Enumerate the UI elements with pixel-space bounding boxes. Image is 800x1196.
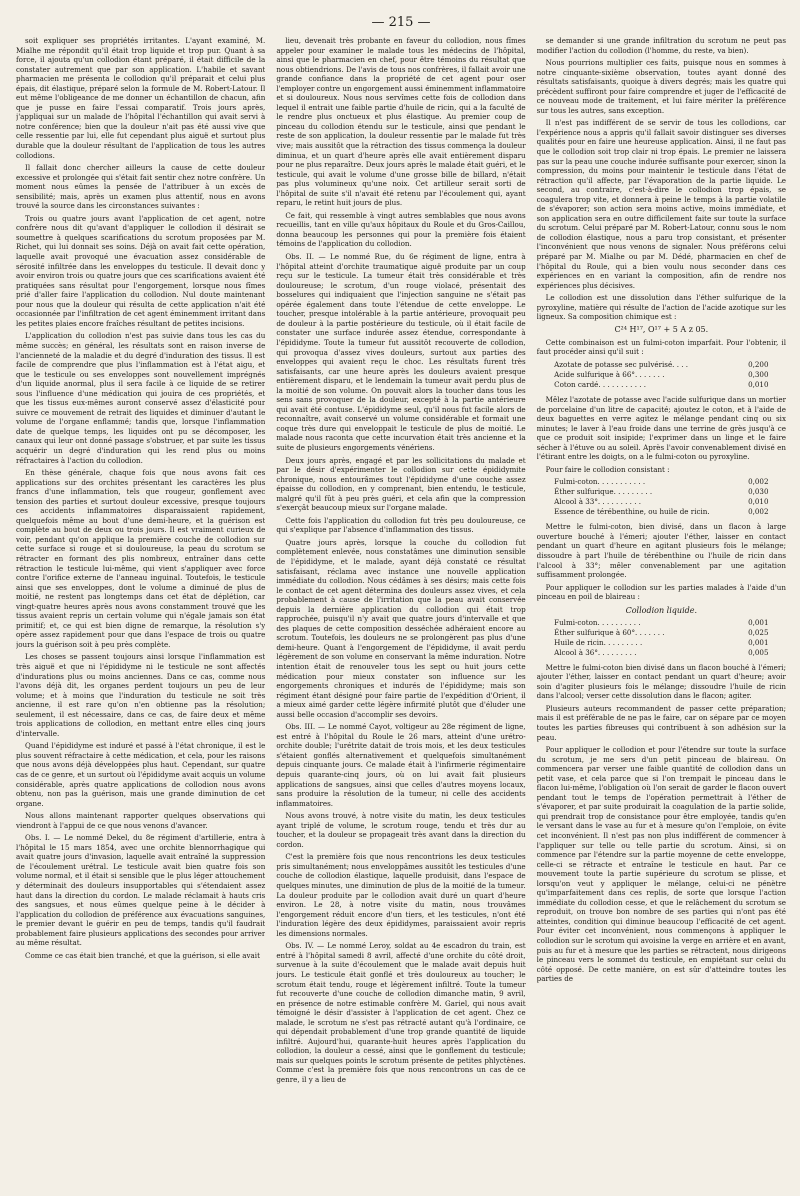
recipe-row <box>554 380 768 390</box>
quantity: 0,025 <box>748 627 769 637</box>
paragraph: Deux jours après, engagé et par les sollicitations du malade et par le désir d'expérimenter le collodion sur cette épididymite chronique, nous entourâmes tout l'épididyme d'une couche assez épaisse du collodion, en y comprenant, bien entendu, le testicule, malgré qu'il fût à peu près guéri, et cela afin que la compression s'exerçât beaucoup mieux sur l'organe malade. <box>276 455 526 513</box>
quantity: 0,002 <box>748 477 769 487</box>
paragraph: C'est la première fois que nous rencontrions les deux testicules pris simultanément; nous enveloppâmes aussitôt les testicules d'une couche de collodion élastique, laquelle produisit, dans l'espace de quelques minutes, une diminution de plus de la moitié de la tumeur. La douleur produite par le collodion avait duré un quart d'heure environ. Le 28, à notre visite du matin, nous trouvâmes l'engorgement réduit encore d'un tiers, et les testicules, n'ont été l'induration légère des deux épididymes, paraissaient avoir repris les dimensions normales. <box>276 852 526 938</box>
ingredient: Coton cardé. . . . . . . . . . . <box>554 379 647 389</box>
recipe-row <box>554 360 768 370</box>
quantity: 0,010 <box>748 379 769 389</box>
paragraph: Quand l'épididyme est induré et passé à l'état chronique, il est le plus souvent réfractaire à cette médication, et cela, pour les raisons que nous avons déjà développées plus haut. Cependant, sur quatre cas de ce genre, et un surtout où l'épididyme avait acquis un volume considérable, après quatre applications de collodion nous avons obtenu, non pas la guérison, mais une grande diminution de cet organe. <box>16 741 266 808</box>
paragraph: Les choses se passent toujours ainsi lorsque l'inflammation est très aiguë et que ni l'épididyme ni le testicule ne sont affectés d'indurations plus ou moins anciennes. Dans ce cas, comme nous l'avons déjà dit, les organes perdent toujours un peu de leur volume; et à moins que l'induration du testicule ne soit très ancienne, il est rare qu'on n'en obtienne pas la résolution; seulement, il est nécessaire, dans ce cas, de faire deux et même trois applications de collodion, en mettant entre elles cinq jours d'intervalle. <box>16 652 266 738</box>
paragraph: Obs. I. — Le nommé Dekel, du 8e régiment d'artillerie, entra à l'hôpital le 15 mars 1854, avec une orchite blennorrhagique qui avait quatre jours d'invasion, laquelle avait entraîné la suppression de l'écoulement urétral. Le testicule avait bien quatre fois son volume normal, et il était si sensible que le plus léger attouchement y déterminait des douleurs insupportables qui s'étendaient assez haut dans la direction du cordon. Le malade réclamait à hauts cris des sangsues, et nous eûmes quelque peine à le décider à l'application du collodion de préférence aux évacuations sanguines, le premier devant le guérir en peu de temps, tandis qu'il faudrait probablement faire plusieurs applications des secondes pour arriver au même résultat. <box>16 833 266 948</box>
text-columns <box>16 36 786 1196</box>
recipe-subtitle: Collodion liquide. <box>625 605 698 615</box>
recipe-table-liquid <box>554 618 768 658</box>
column-middle <box>276 36 525 1196</box>
quantity: 0,001 <box>748 617 769 627</box>
ingredient: Alcool à 36°. . . . . . . . . <box>554 647 637 657</box>
paragraph: lieu, devenait très probante en faveur du collodion, nous fîmes appeler pour examiner le malade tous les médecins de l'hôpital, ainsi que le pharmacien en chef, pour être témoins du résultat que nous obtiendrions. De l'avis de tous nos confrères, il fallait avoir une grande confiance dans la propriété de cet agent pour oser l'employer contre un engorgement aussi éminemment inflammatoire et si douloureux. Nous nous servîmes cette fois de collodion dans lequel il entrait une faible partie d'huile de ricin, qui a la faculté de le rendre plus onctueux et plus élastique. Au premier coup de pinceau du collodion étendu sur le testicule, ainsi que pendant le reste de son application, la douleur ressentie par le malade fut très vive; mais aussitôt que la rétraction des tissus commença la douleur diminua, et un quart d'heure après elle avait entièrement disparu pour ne plus reparaître. Deux jours après le malade était guéri, et le testicule, qui avait le volume d'une grosse bille de billard, n'était pas plus volumineux qu'une noix. Cet artilleur serait sorti de l'hôpital de suite s'il n'avait été retenu par l'écoulement qui, ayant reparu, le retint huit jours de plus. <box>276 36 526 208</box>
paragraph: Obs. II. — Le nommé Rue, du 6e régiment de ligne, entra à l'hôpital atteint d'orchite traumatique aiguë produite par un coup reçu sur le testicule. La tumeur était très considérable et très douloureuse; le scrotum, d'un rouge violacé, présentait des bosselures qui indiquaient que l'injection sanguine ne s'était pas opérée également dans toute l'étendue de cette enveloppe. Le toucher, presque intolérable à la partie antérieure, provoquait peu de douleur à la partie postérieure du testicule, où il était facile de constater une surface indurée assez étendue, correspondante à l'épididyme. Toute la tumeur fut aussitôt recouverte de collodion, qui provoqua d'assez vives douleurs, surtout aux parties des enveloppes qui avaient reçu le choc. Les résultats furent très satisfaisants, car une heure après les douleurs avaient presque entièrement disparu, et le lendemain la tumeur avait perdu plus de la moitié de son volume. On pouvait alors la toucher dans tous les sens sans provoquer de la douleur, excepté à la partie antérieure qui avait été contuse. L'épididyme seul, qu'il nous fut facile alors de reconnaître, avait conservé un volume considérable et formait une coque très dure qui enveloppait le testicule de plus de moitié. Le malade nous raconta que cette incurvation était très ancienne et la suite de plusieurs engorgements vénériens. <box>276 252 526 452</box>
ingredient: Acide sulfurique à 66°. . . . . . . <box>554 369 665 379</box>
paragraph: L'application du collodion n'est pas suivie dans tous les cas du même succès; en général, les résultats sont en raison inverse de l'ancienneté de la maladie et du degré d'induration des tissus. Il est facile de comprendre que plus l'inflammation est à l'état aigu, et que le testicule ou ses enveloppes sont nouvellement imprégnés d'un liquide anormal, plus il sera facile à ce liquide de se retirer sous l'influence d'une médication qui jouira de ces propriétés, et que les tissus eux-mêmes auront conservé assez d'élasticité pour suivre ce mouvement de retrait des liquides et diminuer d'autant le volume de l'organe enflammé; tandis que, lorsque l'inflammation date de quelque temps, les liquides ont pu se décomposer, les canaux qui leur ont donné passage s'obstruer, et par suite les tissus acquérir un degré d'induration qui les rend plus ou moins réfractaires à l'action du collodion. <box>16 331 266 465</box>
column-right <box>537 36 786 1196</box>
ingredient: Fulmi-coton. . . . . . . . . . . <box>554 477 646 487</box>
paragraph: Nous pourrions multiplier ces faits, puisque nous en sommes à notre cinquante-sixième observation, toutes ayant donné des résultats satisfaisants, quoique à divers degrés; mais les quatre qui précèdent suffiront pour faire comprendre et juger de l'efficacité de ce nouveau mode de traitement, et lui faire mériter la préférence sur tous les autres, sans exception. <box>536 58 786 115</box>
ingredient: Huile de ricin. . . . . . . . . <box>554 637 643 647</box>
ingredient: Éther sulfurique. . . . . . . . . <box>554 487 653 497</box>
paragraph: Ce fait, qui ressemble à vingt autres semblables que nous avons recueillis, tant en ville qu'aux hôpitaux du Roule et du Gros-Caillou, donna beaucoup les personnes qui pour la première fois étaient témoins de l'application du collodion. <box>276 210 526 249</box>
paragraph: Trois ou quatre jours avant l'application de cet agent, notre confrère nous dit qu'avant d'appliquer le collodion il désirait se soumettre à quelques scarifications du scrotum proposées par M. Richet, qui lui donnait ses soins. Déjà on avait fait cette opération, laquelle avait provoqué une évacuation assez considérable de sérosité infiltrée dans les enveloppes du testicule. Il devait donc y avoir environ trois ou quatre jours que ces scarifications avaient été pratiquées sans résultat pour l'engorgement, lorsque nous fîmes prié d'aller faire l'application du collodion. Nul doute maintenant pour nous que la douleur qui résulta de cette application n'ait été occasionnée par l'infiltration de cet agent éminemment irritant dans les petites plaies encore fraîches résultant de petites incisions. <box>16 213 266 328</box>
paragraph: Il n'est pas indifférent de se servir de tous les collodions, car l'expérience nous a appris qu'il fallait savoir distinguer ses diverses qualités pour en faire une heureuse application. Ainsi, il ne faut pas que le collodion soit trop clair ni trop épais. Le premier ne laissera pas sur la peau une couche indurée suffisante pour exercer, sinon la compression, du moins pour maintenir le testicule dans l'état de rétraction qu'il affecte, par l'évaporation de la partie liquide. Le second, au contraire, c'est-à-dire le collodion trop épais, se coagulera trop vite, et donnera à peine le temps à la partie volatile de s'évaporer; son action sera moins active, moins immédiate, et son application sera en outre difficilement faite sur toute la surface du scrotum. Celui préparé par M. Robert-Latour, connu sous le nom de collodion élastique, nous a paru trop consistant, et présenter l'inconvénient que nous venons de signaler. Nous préférons celui préparé par M. Mialhe ou par M. Dédé, pharmacien en chef de l'hôpital du Roule, qui a bien voulu nous seconder dans ces expériences en en variant la composition, afin de rendre nos expériences plus décisives. <box>536 118 786 290</box>
paragraph: Il fallait donc chercher ailleurs la cause de cette douleur excessive et prolongée qui s'était fait sentir chez notre confrère. Un moment nous eûmes la pensée de l'attribuer à un excès de sensibilité; mais, après un examen plus attentif, nous en avons trouvé la source dans les circonstances suivantes : <box>16 163 266 211</box>
quantity: 0,300 <box>748 369 769 379</box>
recipe-row <box>554 477 768 487</box>
recipe-row <box>554 497 768 507</box>
ingredient: Essence de térébenthine, ou huile de ricin. <box>554 507 710 517</box>
recipe-table-pyroxyline <box>554 360 768 390</box>
recipe-row <box>554 648 768 658</box>
paragraph: Mettre le fulmi-coton, bien divisé, dans un flacon à large ouverture bouché à l'émeri; ajouter l'éther, laisser en contact pendant un quart d'heure en agitant plusieurs fois le mélange; dissoudre à part l'huile de térébenthine ou l'huile de ricin dans l'alcool à 33°; mêler convenablement par une agitation suffisamment prolongée. <box>536 522 786 580</box>
recipe-row <box>554 628 768 638</box>
paragraph: En thèse générale, chaque fois que nous avons fait ces applications sur des orchites présentant les caractères les plus francs d'une inflammation, tels que rougeur, gonflement avec tension des parties et surtout douleur excessive, presque toujours ces accidents inflammatoires disparaissaient rapidement, quelquefois même au bout d'une demi-heure, et la guérison est complète au bout de deux ou trois jours. Il est vraiment curieux de voir, pendant qu'on applique la première couche de collodion sur cette surface si rouge et si douloureuse, la peau du scrotum se rétracter en formant des plis nombreux, entraîner dans cette rétraction le testicule lui-même, qui vient s'appliquer avec force contre l'orifice externe de l'anneau inguinal. Toutefois, le testicule ainsi que ses enveloppes, dont le volume a diminué de plus de moitié, ne restent pas longtemps dans cet état de déplétion, car vingt-quatre heures après nous avons constamment trouvé que les tissus avaient repris un certain volume qui n'égale jamais son état primitif; et, ce qui est bien digne de remarque, la résolution s'y opère assez rapidement pour que dans l'espace de trois ou quatre jours la guérison soit à peu près complète. <box>16 468 266 649</box>
paragraph: Comme ce cas était bien tranché, et que la guérison, si elle avait <box>25 950 260 960</box>
paragraph: se demander si une grande infiltration du scrotum ne peut pas modifier l'action du collodion (l'homme, du reste, va bien). <box>536 36 786 55</box>
paragraph: Le collodion est une dissolution dans l'éther sulfurique de la pyroxyline, matière qui résulte de l'action de l'acide azotique sur les ligneux. Sa composition chimique est : <box>536 293 786 322</box>
ingredient: Alcool à 33°. . . . . . . . . . <box>554 497 642 507</box>
column-left <box>16 36 265 1196</box>
recipe-row <box>554 638 768 648</box>
ingredient: Fulmi-coton. . . . . . . . . . <box>554 617 641 627</box>
page-number: — 215 — <box>371 15 431 30</box>
recipe-row <box>554 618 768 628</box>
paragraph: Pour faire le collodion consistant : <box>545 464 670 474</box>
quantity: 0,010 <box>748 497 769 507</box>
paragraph: Obs. IV. — Le nommé Leroy, soldat au 4e escadron du train, est entré à l'hôpital samedi 8 avril, affecté d'une orchite du côté droit, survenue à la suite d'écoulement que le malade avait depuis huit jours. Le testicule était gonflé et très douloureux au toucher; le scrotum était tendu, rouge et légèrement infiltré. Toute la tumeur fut recouverte d'une couche de collodion dimanche matin, 9 avril, en présence de notre estimable confrère M. Gariel, qui nous avait témoigné le désir d'assister à l'application de cet agent. Chez ce malade, le scrotum ne s'est pas rétracté autant qu'à l'ordinaire, ce qui dépendait probablement d'une trop grande quantité de liquide infiltré. Aujourd'hui, quarante-huit heures après l'application du collodion, la douleur a cessé, ainsi que le gonflement du testicule; mais sur quelques points le scrotum présente de petites phlyctènes. Comme c'est la première fois que nous rencontrons un cas de ce genre, il y a lieu de <box>276 941 526 1084</box>
quantity: 0,005 <box>748 647 769 657</box>
paragraph: Obs. III. — Le nommé Cayot, voltigeur au 28e régiment de ligne, est entré à l'hôpital du Roule le 26 mars, atteint d'une urétro-orchite double; l'urétrite datait de trois mois, et les deux testicules s'étaient gonflés alternativement et quelquefois simultanément depuis cinquante jours. Ce malade était à l'infirmerie régimentaire depuis quarante-cinq jours, où on lui avait fait plusieurs applications de sangsues, ainsi que celles d'autres moyens locaux, sans produire la résolution de la tumeur, ni celle des accidents inflammatoires. <box>276 722 526 808</box>
paragraph: Plusieurs auteurs recommandent de passer cette préparation; mais il est préférable de ne pas le faire, car on sépare par ce moyen toutes les parties fibreuses qui contribuent à son adhésion sur la peau. <box>536 703 786 742</box>
paragraph: Cette fois l'application du collodion fut très peu douloureuse, ce qui s'explique par l'absence d'inflammation des tissus. <box>276 515 526 535</box>
paragraph: Pour appliquer le collodion sur les parties malades à l'aide d'un pinceau en poil de blaireau : <box>536 582 786 602</box>
paragraph: Quatre jours après, lorsque la couche du collodion fut complètement enlevée, nous constatâmes une diminution sensible de l'épididyme, et le malade, ayant déjà constaté ce résultat satisfaisant, réclama avec instance une nouvelle application immédiate du collodion. Nous cédâmes à ses désirs; mais cette fois le contact de cet agent détermina des douleurs assez vives, et cela probablement à cause de l'irritation que la peau avait conservée depuis la dernière application du collodion qui était trop rapprochée, puisqu'il n'y avait que quatre jours d'intervalle et que des plaques de cette composition desséchée adhéraient encore au scrotum. Toutefois, les douleurs ne se prolongèrent pas plus d'une demi-heure. Quant à l'engorgement de l'épididyme, il avait perdu légèrement de son volume en conservant la même induration. Notre intention était de renouveler tous les sept ou huit jours cette médication pour mieux constater son influence sur les engorgements chroniques et indurés de l'épididyme; mais son régiment étant désigné pour faire partie de l'expédition d'Orient, il a mieux aimé garder cette légère infirmité plutôt que d'éluder une aussi belle occasion d'accomplir ses devoirs. <box>276 537 526 719</box>
paragraph: Pour appliquer le collodion et pour l'étendre sur toute la surface du scrotum, je me sers d'un petit pinceau de blaireau. On commencera par verser une faible quantité de collodion dans un petit vase, et cela parce que si l'on trempait le pinceau dans le flacon lui-même, l'obligation où l'on serait de garder le flacon ouvert pendant tout le temps de l'opération permettrait à l'éther de s'évaporer, et par suite produirait la coagulation de la partie solide, qui prendrait trop de consistance pour être employée, tandis qu'en le versant dans le vase au fur et à mesure qu'on l'emploie, on évite cet inconvénient. Il n'est pas non plus indifférent de commencer à l'appliquer sur telle ou telle partie du scrotum. Ainsi, si on commence par l'étendre sur la partie moyenne de cette enveloppe, celle-ci se rétracte et entraîne le testicule en haut. Par ce mouvement toute la partie supérieure du scrotum se plisse, et lorsqu'on veut y appliquer le mélange, celui-ci ne pénètre qu'imparfaitement dans ces replis, de sorte que lorsque l'action immédiate du collodion cesse, et que le relâchement du scrotum se reproduit, on trouve bon nombre de ses parties qui n'ont pas été atteintes, condition qui diminue beaucoup l'efficacité de cet agent. Pour éviter cet inconvénient, nous commençons à appliquer le collodion sur le scrotum qui avoisine la verge en arrière et en avant, puis au fur et à mesure que les parties se rétractent, nous dirigeons le pinceau vers le sommet du testicule, en empiétant sur celui du côté opposé. De cette manière, on est sûr d'atteindre toutes les parties de <box>536 745 786 984</box>
paragraph: Cette combinaison est un fulmi-coton imparfait. Pour l'obtenir, il faut procéder ainsi qu'il suit : <box>536 337 786 357</box>
recipe-row <box>554 487 768 497</box>
recipe-table-consistent <box>554 477 768 517</box>
paragraph: Mêlez l'azotate de potasse avec l'acide sulfurique dans un mortier de porcelaine d'un litre de capacité; ajoutez le coton, et à l'aide de deux baguettes en verre agitez le mélange pendant cinq ou six minutes; le laver à l'eau froide dans une terrine de grès jusqu'à ce que ce produit soit insipide; l'exprimer dans un linge et le faire sécher à l'étuve ou au soleil. Après l'avoir convenablement divisé en l'étirant entre les doigts, on a le fulmi-coton ou pyroxyline. <box>536 394 786 462</box>
recipe-row <box>554 370 768 380</box>
paragraph: soit expliquer ses propriétés irritantes. L'ayant examiné, M. Mialhe me répondit qu'il était trop liquide et trop pur. Quant à sa force, il ajouta qu'un collodion étant préparé, il était difficile de la constater autrement que par son application. L'habile et savant pharmacien me présenta le collodion qu'il préparait et celui plus épais, dit élastique, préparé selon la formule de M. Robert-Latour. Il eut même l'obligeance de me donner un échantillon de chacun, afin que je pusse en faire l'essai comparatif. Trois jours après, j'appliquai sur un malade de l'hôpital l'échantillon qui avait servi à notre conférence; bien que la douleur n'ait pas été aussi vive que celle ressentie par lui, elle fut cependant plus aiguë et surtout plus durable que la douleur résultant de l'application de tous les autres collodions. <box>16 36 266 160</box>
paragraph: Nous avons trouvé, à notre visite du matin, les deux testicules ayant triplé de volume, le scrotum rouge, tendu et très dur au toucher, et la douleur se propageait très avant dans la direction du cordon. <box>276 811 526 849</box>
quantity: 0,002 <box>748 507 769 517</box>
ingredient: Éther sulfurique à 60°. . . . . . . <box>554 627 665 637</box>
recipe-row <box>554 507 768 517</box>
quantity: 0,001 <box>748 637 769 647</box>
paragraph: Nous allons maintenant rapporter quelques observations qui viendront à l'appui de ce que nous venons d'avancer. <box>16 811 266 830</box>
paragraph: Mettre le fulmi-coton bien divisé dans un flacon bouché à l'émeri; ajouter l'éther, laisser en contact pendant un quart d'heure; avoir soin d'agiter plusieurs fois le mélange; dissoudre l'huile de ricin dans l'alcool; verser cette dissolution dans le flacon; agiter. <box>536 662 786 701</box>
ingredient: Azotate de potasse sec pulvérisé. . . . <box>554 359 689 369</box>
quantity: 0,030 <box>748 487 769 497</box>
quantity: 0,200 <box>748 359 769 369</box>
chemical-formula: C²⁴ H¹⁷, O¹⁷ + 5 A z 05. <box>614 324 709 334</box>
